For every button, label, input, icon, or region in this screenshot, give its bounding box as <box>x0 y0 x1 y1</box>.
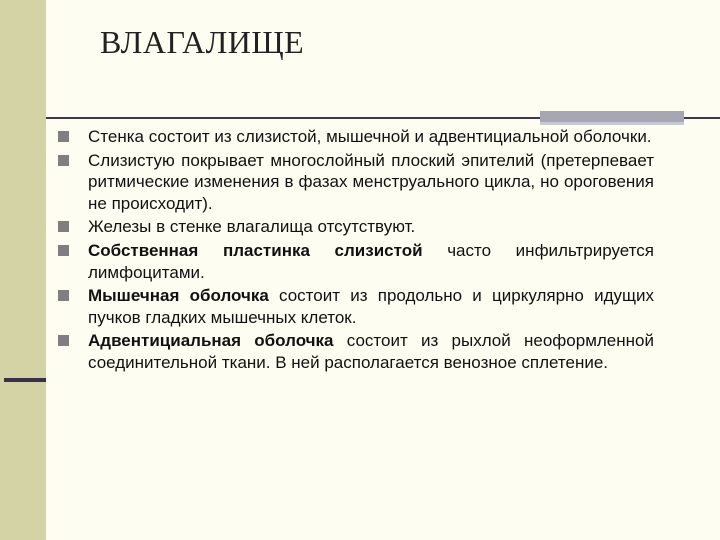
list-item <box>58 240 654 283</box>
item-term: Собственная пластинка слизистой <box>88 240 423 260</box>
list-item <box>58 126 654 148</box>
item-text: Железы в стенке влагалища отсутствуют. <box>88 217 416 237</box>
square-bullet-icon <box>58 155 69 166</box>
bullet-list <box>58 126 654 376</box>
list-item <box>58 330 654 373</box>
item-text: состоит из продольно и циркулярно идущих пучков гладких мышечных клеток. <box>88 286 654 327</box>
item-term: Мышечная оболочка <box>88 286 269 306</box>
square-bullet-icon <box>58 221 69 232</box>
slide-title: ВЛАГАЛИЩЕ <box>100 24 305 60</box>
side-rule <box>4 378 46 382</box>
item-text: Слизистую покрывает многослойный плоский эпителий (претерпевает ритмические изменения в фазах менструального цикла, но ороговения не происходит). <box>88 150 654 213</box>
square-bullet-icon <box>58 335 69 346</box>
item-term: Адвентициальная оболочка <box>88 331 334 351</box>
item-text: состоит из рыхлой неоформленной соединительной ткани. В ней располагается венозное сплетение. <box>88 331 654 372</box>
square-bullet-icon <box>58 131 69 142</box>
item-text: часто инфильтрируется лимфоцитами. <box>88 240 654 282</box>
item-text: Стенка состоит из слизистой, мышечной и адвентициальной оболочки. <box>88 127 652 146</box>
side-band <box>0 0 46 540</box>
square-bullet-icon <box>58 290 69 301</box>
list-item <box>58 285 654 328</box>
accent-strip <box>540 122 684 125</box>
list-item <box>58 150 654 215</box>
square-bullet-icon <box>58 245 69 256</box>
list-item <box>58 216 654 238</box>
